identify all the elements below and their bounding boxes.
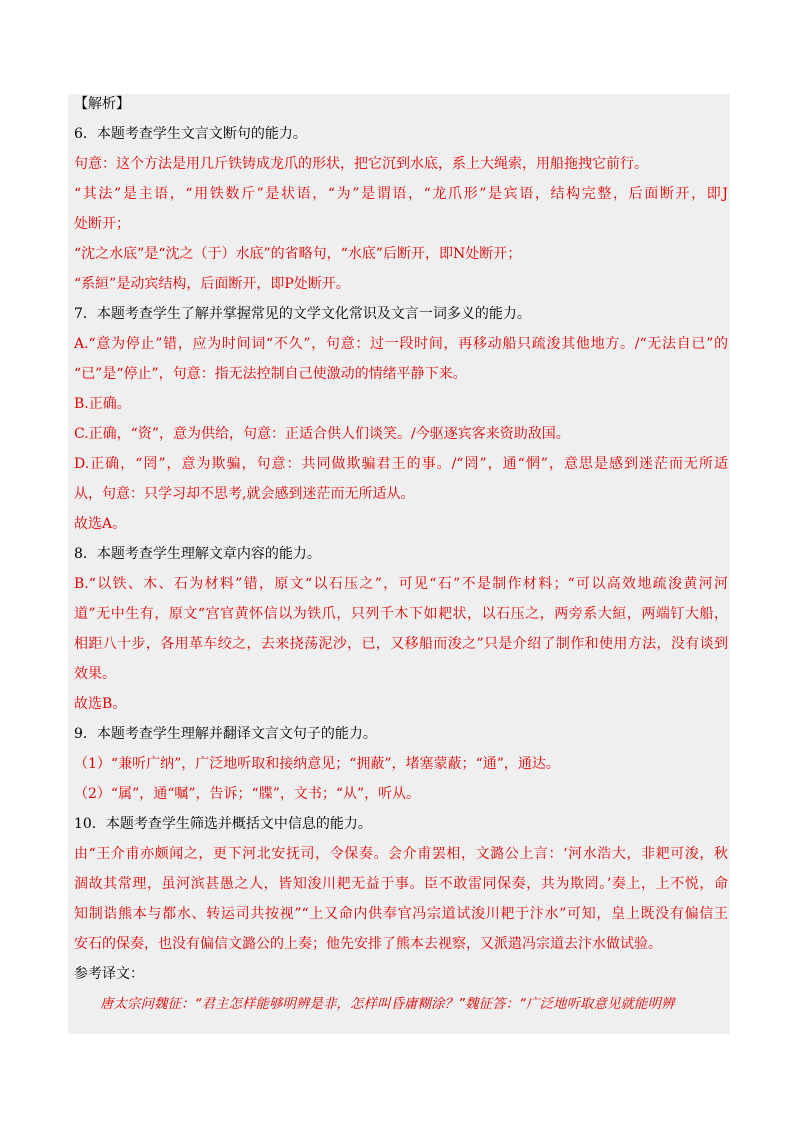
translation-line-1: 唐太宗问魏征：“君主怎样能够明辨是非，怎样叫昏庸糊涂？”魏征答：“广泛地听取意见就能明辨 <box>100 996 675 1012</box>
q6-line-5: “系絙”是动宾结构，后面断开，即P处断开。 <box>74 276 350 292</box>
q7-line-2: “已”是“停止”，句意：指无法控制自己使激动的情绪平静下来。 <box>74 366 467 382</box>
answer-analysis <box>74 94 728 1024</box>
q8-line-4: 效果。 <box>74 666 116 682</box>
q7-line-3: B.正确。 <box>74 396 131 412</box>
q7-line-4: C.正确，“资”，意为供给，句意：正适合供人们谈笑。/今驱逐宾客来资助敌国。 <box>74 426 570 442</box>
q7-line-7: 故选A。 <box>74 516 127 532</box>
q6-line-3: 处断开； <box>74 216 130 232</box>
q10-line-1: 由“王介甫亦颇闻之，更下河北安抚司，令保奏。会介甫罢相，文潞公上言：‘河水浩大，非耙可浚，秋 <box>74 846 728 862</box>
q6-line-2: “其法”是主语，“用铁数斤”是状语，“为”是谓语，“龙爪形”是宾语，结构完整，后面断开，即J <box>74 186 728 202</box>
q9-line-1: （1）“兼听广纳”，广泛地听取和接纳意见；“拥蔽”，堵塞蒙蔽；“通”，通达。 <box>74 756 560 772</box>
q10-line-3: 知制诰熊本与都水、转运司共按视”“上又命内供奉官冯宗道试浚川耙于汴水”可知，皇上既没有偏信王 <box>74 906 728 922</box>
q10-line-4: 安石的保奏，也没有偏信文潞公的上奏；他先安排了熊本去视察，又派遣冯宗道去汴水做试验。 <box>74 936 662 952</box>
q7-line-1: A.“意为停止”错，应为时间词“不久”，句意：过一段时间，再移动船只疏浚其他地方。/“无法自已”的 <box>74 336 728 352</box>
q8-line-3: 相距八十步，各用革车绞之，去来挠荡泥沙，已，又移船而浚之”只是介绍了制作和使用方法，没有谈到 <box>74 636 728 652</box>
q8-line-5: 故选B。 <box>74 696 127 712</box>
q7-line-6: 从，句意：只学习却不思考,就会感到迷茫而无所适从。 <box>74 486 415 502</box>
q6-title: 6．本题考查学生文言文断句的能力。 <box>74 126 307 142</box>
q8-line-2: 道”无中生有，原文“宫官黄怀信以为铁爪，只列千木下如耙状，以石压之，两旁系大絙，两端钉大船， <box>74 606 728 622</box>
q7-line-5: D.正确，“罔”，意为欺骗，句意：共同做欺骗君王的事。/“罔”，通“惘”，意思是感到迷茫而无所适 <box>74 456 728 472</box>
q9-line-2: （2）“属”，通“嘱”，告诉；“牒”，文书；“从”，听从。 <box>74 786 421 802</box>
q6-line-1: 句意：这个方法是用几斤铁铸成龙爪的形状，把它沉到水底，系上大绳索，用船拖拽它前行。 <box>74 156 648 172</box>
q7-title: 7．本题考查学生了解并掌握常见的文学文化常识及文言一词多义的能力。 <box>74 306 531 322</box>
q8-title: 8．本题考查学生理解文章内容的能力。 <box>74 546 321 562</box>
q9-title: 9．本题考查学生理解并翻译文言文句子的能力。 <box>74 726 377 742</box>
translation-heading: 参考译文： <box>74 966 144 982</box>
q10-title: 10．本题考查学生筛选并概括文中信息的能力。 <box>74 816 372 832</box>
q6-line-4: “沈之水底”是“沈之（于）水底”的省略句，“水底”后断开，即N处断开； <box>74 246 522 262</box>
q8-line-1: B.“以铁、木、石为材料”错，原文“以石压之”，可见“石”不是制作材料；“可以高效地疏浚黄河河 <box>74 576 728 592</box>
analysis-heading: 【解析】 <box>74 96 130 112</box>
q10-line-2: 涸故其常理，虽河滨甚愚之人，皆知浚川耙无益于事。臣不敢雷同保奏，共为欺罔。’奏上，上不悦，命 <box>74 876 728 892</box>
